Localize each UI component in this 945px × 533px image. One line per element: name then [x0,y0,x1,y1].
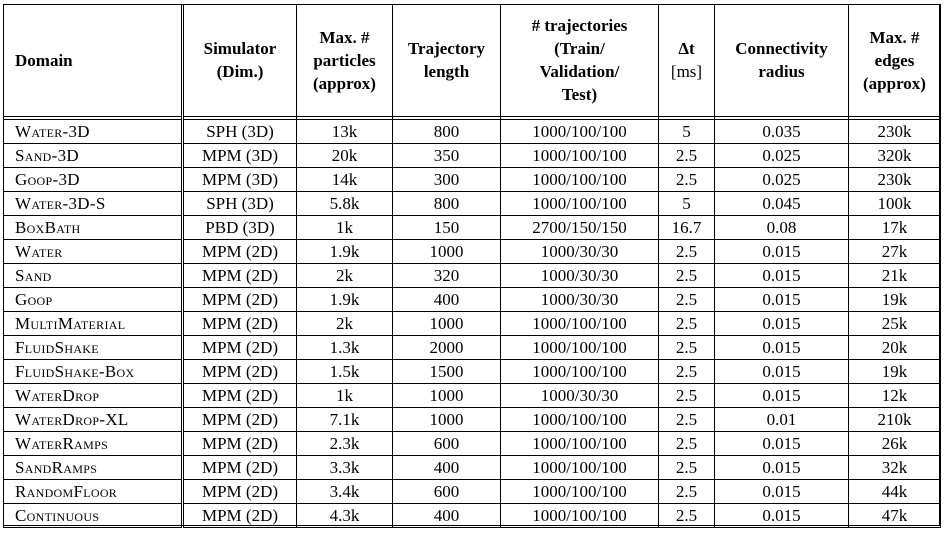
cell-trajectories: 1000/100/100 [501,120,659,144]
cell-edges: 32k [849,456,941,480]
table-row [4,312,941,336]
cell-edges: 12k [849,384,941,408]
cell-domain: WaterDrop [4,384,183,408]
cell-particles: 3.3k [297,456,393,480]
cell-simulator: MPM (2D) [183,264,297,288]
cell-dt: 2.5 [659,144,715,168]
header-line: radius [758,62,805,81]
cell-trajectories: 1000/100/100 [501,360,659,384]
cell-connectivity-radius: 0.035 [715,120,849,144]
cell-connectivity-radius: 0.08 [715,216,849,240]
cell-connectivity-radius: 0.025 [715,168,849,192]
header-line: (Train/ [554,39,605,58]
cell-simulator: MPM (2D) [183,408,297,432]
cell-edges: 20k [849,336,941,360]
cell-trajectories: 1000/100/100 [501,312,659,336]
cell-particles: 1.9k [297,240,393,264]
cell-trajectories: 1000/30/30 [501,264,659,288]
cell-trajectory-length: 600 [393,432,501,456]
cell-connectivity-radius: 0.015 [715,384,849,408]
cell-trajectories: 1000/100/100 [501,408,659,432]
table-row [4,144,941,168]
cell-connectivity-radius: 0.015 [715,312,849,336]
header-line: Test) [561,85,598,104]
cell-simulator: MPM (2D) [183,480,297,504]
cell-domain: FluidShake-Box [4,360,183,384]
cell-edges: 27k [849,240,941,264]
cell-connectivity-radius: 0.015 [715,288,849,312]
cell-trajectory-length: 600 [393,480,501,504]
cell-simulator: MPM (3D) [183,168,297,192]
cell-trajectories: 1000/100/100 [501,504,659,528]
cell-trajectory-length: 1000 [393,240,501,264]
cell-trajectories: 1000/100/100 [501,336,659,360]
cell-edges: 19k [849,288,941,312]
cell-domain: FluidShake [4,336,183,360]
header-simulator [183,4,297,117]
header-line: length [423,62,470,81]
header-row [4,4,941,117]
cell-dt: 2.5 [659,504,715,528]
cell-edges: 210k [849,408,941,432]
cell-trajectory-length: 1000 [393,384,501,408]
cell-dt: 2.5 [659,312,715,336]
table-row [4,480,941,504]
header-line: Max. # [869,27,920,47]
cell-simulator: MPM (2D) [183,504,297,528]
cell-domain: WaterDrop-XL [4,408,183,432]
cell-edges: 19k [849,360,941,384]
cell-trajectory-length: 800 [393,192,501,216]
header-line: Validation/ [539,62,620,81]
cell-simulator: MPM (2D) [183,336,297,360]
cell-trajectory-length: 300 [393,168,501,192]
cell-simulator: MPM (2D) [183,456,297,480]
cell-trajectories: 1000/30/30 [501,384,659,408]
cell-particles: 4.3k [297,504,393,528]
cell-connectivity-radius: 0.045 [715,192,849,216]
cell-dt: 2.5 [659,240,715,264]
cell-particles: 14k [297,168,393,192]
cell-particles: 1k [297,384,393,408]
cell-dt: 2.5 [659,384,715,408]
header-line: (Dim.) [216,62,264,81]
cell-dt: 2.5 [659,408,715,432]
cell-particles: 20k [297,144,393,168]
cell-connectivity-radius: 0.015 [715,480,849,504]
cell-domain: Water-3D-S [4,192,183,216]
cell-domain: RandomFloor [4,480,183,504]
cell-connectivity-radius: 0.025 [715,144,849,168]
table-body [4,120,941,528]
cell-dt: 5 [659,120,715,144]
cell-particles: 2k [297,312,393,336]
cell-connectivity-radius: 0.015 [715,360,849,384]
dataset-table [3,4,941,528]
table-row [4,456,941,480]
cell-particles: 13k [297,120,393,144]
cell-trajectories: 1000/100/100 [501,144,659,168]
cell-domain: Continuous [4,504,183,528]
table-row [4,120,941,144]
cell-dt: 2.5 [659,480,715,504]
cell-particles: 5.8k [297,192,393,216]
table-row [4,432,941,456]
cell-particles: 7.1k [297,408,393,432]
cell-particles: 2.3k [297,432,393,456]
cell-edges: 21k [849,264,941,288]
cell-particles: 1.9k [297,288,393,312]
cell-simulator: SPH (3D) [183,120,297,144]
cell-dt: 16.7 [659,216,715,240]
cell-edges: 230k [849,168,941,192]
cell-dt: 2.5 [659,288,715,312]
table-row [4,216,941,240]
header-line: Connectivity [735,39,828,58]
header-line: particles [313,50,376,70]
cell-connectivity-radius: 0.015 [715,432,849,456]
cell-domain: MultiMaterial [4,312,183,336]
cell-simulator: MPM (2D) [183,240,297,264]
cell-domain: BoxBath [4,216,183,240]
table-row [4,168,941,192]
cell-trajectories: 1000/30/30 [501,240,659,264]
cell-particles: 1.5k [297,360,393,384]
cell-particles: 1.3k [297,336,393,360]
cell-dt: 2.5 [659,264,715,288]
cell-connectivity-radius: 0.015 [715,336,849,360]
header-trajectory-length [393,4,501,117]
header-line: Trajectory [407,39,486,58]
header-line: (approx) [863,73,926,93]
cell-edges: 320k [849,144,941,168]
cell-domain: Goop [4,288,183,312]
cell-dt: 2.5 [659,336,715,360]
cell-domain: Sand [4,264,183,288]
cell-particles: 1k [297,216,393,240]
cell-trajectory-length: 800 [393,120,501,144]
cell-trajectory-length: 150 [393,216,501,240]
table-row [4,336,941,360]
cell-trajectories: 1000/30/30 [501,288,659,312]
cell-simulator: MPM (2D) [183,432,297,456]
cell-dt: 2.5 [659,432,715,456]
cell-edges: 26k [849,432,941,456]
cell-simulator: MPM (2D) [183,360,297,384]
cell-trajectory-length: 2000 [393,336,501,360]
header-dt [659,4,715,117]
table-row [4,288,941,312]
cell-simulator: SPH (3D) [183,192,297,216]
cell-domain: Goop-3D [4,168,183,192]
cell-trajectory-length: 400 [393,288,501,312]
cell-trajectories: 1000/100/100 [501,432,659,456]
table-row [4,240,941,264]
cell-trajectory-length: 1500 [393,360,501,384]
header-line: Simulator [203,39,277,58]
header-line: Max. # [319,27,370,47]
header-connectivity-radius [715,4,849,117]
cell-trajectories: 1000/100/100 [501,480,659,504]
cell-trajectory-length: 1000 [393,312,501,336]
table-row [4,504,941,528]
cell-simulator: MPM (2D) [183,288,297,312]
cell-simulator: MPM (3D) [183,144,297,168]
cell-trajectory-length: 400 [393,456,501,480]
header-edges [849,4,941,117]
header-line: # trajectories [531,16,628,35]
header-domain: Domain [4,4,183,117]
table-row [4,360,941,384]
table-row [4,192,941,216]
cell-connectivity-radius: 0.015 [715,456,849,480]
cell-particles: 2k [297,264,393,288]
header-line: edges [874,50,915,70]
cell-edges: 47k [849,504,941,528]
cell-domain: Water [4,240,183,264]
cell-domain: WaterRamps [4,432,183,456]
cell-dt: 2.5 [659,168,715,192]
cell-domain: Water-3D [4,120,183,144]
cell-dt: 5 [659,192,715,216]
cell-trajectory-length: 320 [393,264,501,288]
cell-connectivity-radius: 0.015 [715,264,849,288]
cell-dt: 2.5 [659,456,715,480]
cell-connectivity-radius: 0.01 [715,408,849,432]
header-line: (approx) [313,73,376,93]
cell-trajectory-length: 1000 [393,408,501,432]
cell-edges: 25k [849,312,941,336]
cell-edges: 44k [849,480,941,504]
table-row [4,384,941,408]
cell-particles: 3.4k [297,480,393,504]
cell-trajectories: 2700/150/150 [501,216,659,240]
header-line: [ms] [670,62,703,81]
header-trajectories [501,4,659,117]
cell-simulator: MPM (2D) [183,384,297,408]
cell-trajectories: 1000/100/100 [501,456,659,480]
cell-connectivity-radius: 0.015 [715,504,849,528]
cell-simulator: PBD (3D) [183,216,297,240]
cell-simulator: MPM (2D) [183,312,297,336]
header-line: Δt [678,39,695,58]
cell-dt: 2.5 [659,360,715,384]
header-particles [297,4,393,117]
cell-trajectory-length: 400 [393,504,501,528]
cell-trajectories: 1000/100/100 [501,168,659,192]
cell-edges: 17k [849,216,941,240]
table-row [4,264,941,288]
cell-edges: 230k [849,120,941,144]
cell-connectivity-radius: 0.015 [715,240,849,264]
cell-domain: Sand-3D [4,144,183,168]
cell-domain: SandRamps [4,456,183,480]
table-row [4,408,941,432]
cell-edges: 100k [849,192,941,216]
cell-trajectories: 1000/100/100 [501,192,659,216]
cell-trajectory-length: 350 [393,144,501,168]
